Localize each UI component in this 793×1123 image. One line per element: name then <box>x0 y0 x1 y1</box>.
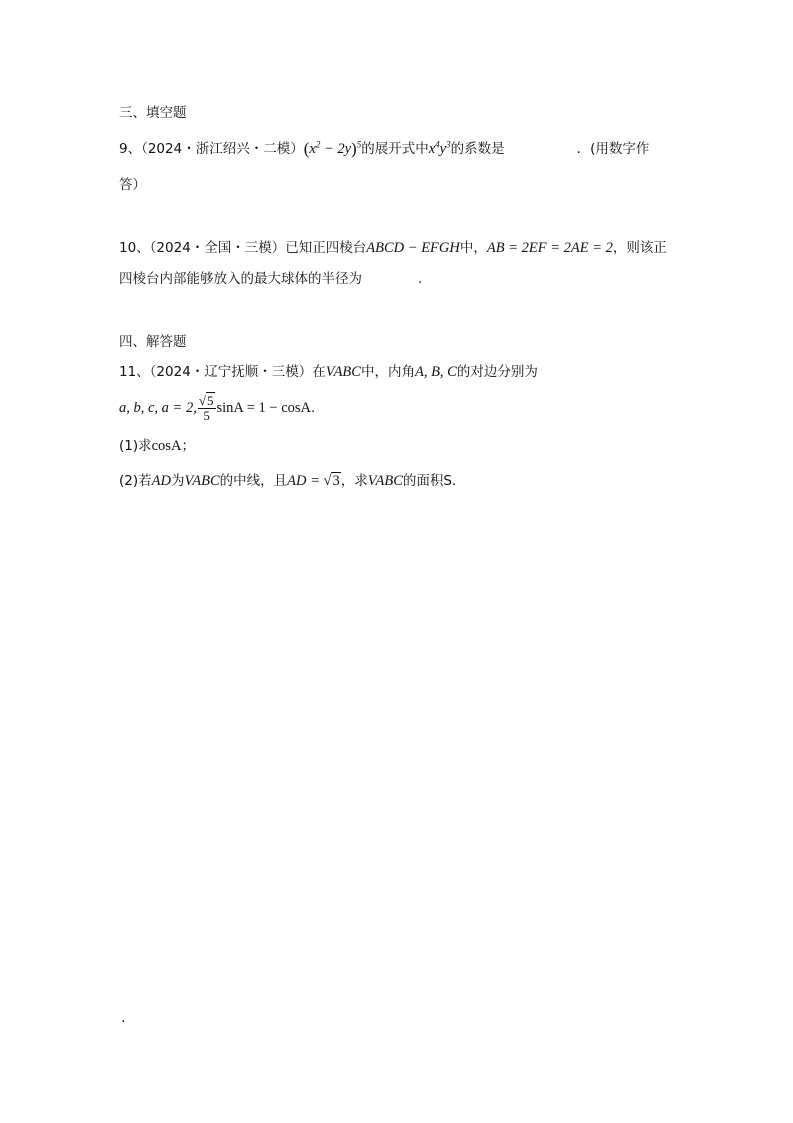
question-9-line-2: 答） <box>119 177 146 193</box>
q9-suffix: 的系数是 <box>450 141 505 157</box>
q9-expression: $(x^2 - 2y)^5$ <box>303 139 362 158</box>
q11-mid: 中，内角 <box>360 364 415 380</box>
q11-part2-end: 的面积S． <box>402 473 466 489</box>
question-11-part-2 <box>119 471 465 491</box>
q9-prefix: 9、（2024・浙江绍兴・二模） <box>119 141 304 157</box>
answer-heading: 四、解答题 <box>119 334 187 350</box>
q11-suffix: 的对边分别为 <box>456 364 538 380</box>
question-9-line-1 <box>119 139 649 159</box>
q11-part2-triangle: VABC <box>184 473 220 489</box>
q9-term: $x^4y^3$ <box>428 139 451 157</box>
q11-part2-label: (2)若 <box>119 473 152 489</box>
q9-tail: ．(用数字作 <box>576 141 650 157</box>
q10-end: . <box>418 271 423 287</box>
q10-line2: 四棱台内部能够放入的最大球体的半径为 <box>119 271 362 287</box>
q11-frac-numerator: √5 <box>198 392 214 408</box>
q10-mid: 中， <box>459 240 487 256</box>
question-10-line-1 <box>119 238 667 258</box>
q11-part2-triangle-2: VABC <box>367 473 403 489</box>
question-11-given <box>119 391 315 425</box>
q11-part1-expr: cosA <box>151 438 182 454</box>
footer-mark: . <box>121 1010 126 1026</box>
q11-part1-end: ； <box>181 438 195 454</box>
q11-fraction <box>198 394 216 423</box>
q11-part2-condition: AD = √3 <box>287 473 340 489</box>
q11-triangle: VABC <box>325 364 361 380</box>
fill-blank-heading: 三、填空题 <box>119 105 187 121</box>
q11-given-a: a, b, c, a = 2, <box>119 400 197 416</box>
q11-part2-ad: AD <box>151 473 171 489</box>
q10-condition: AB = 2EF = 2AE = 2 <box>486 240 613 256</box>
q11-part2-wei: 为 <box>170 473 185 489</box>
q11-part2-ask: ，求 <box>340 473 368 489</box>
q11-part2-mid: 的中线，且 <box>219 473 288 489</box>
q11-part1-label: (1)求 <box>119 438 152 454</box>
q10-solid: ABCD − EFGH <box>366 240 460 256</box>
q10-suffix: ，则该正 <box>612 240 667 256</box>
q11-angles: A, B, C <box>414 364 457 380</box>
q11-given-b: sinA = 1 − cosA <box>216 400 311 416</box>
q11-frac-denominator: 5 <box>203 407 210 423</box>
question-11-part-1 <box>119 436 195 456</box>
q11-given-end: . <box>311 400 316 416</box>
question-10-line-2 <box>119 269 422 289</box>
q9-mid: 的展开式中 <box>361 141 429 157</box>
q10-prefix: 10、（2024・全国・三模）已知正四棱台 <box>119 240 367 256</box>
question-11-line-1 <box>119 362 538 382</box>
q11-prefix: 11、（2024・辽宁抚顺・三模）在 <box>119 364 326 380</box>
